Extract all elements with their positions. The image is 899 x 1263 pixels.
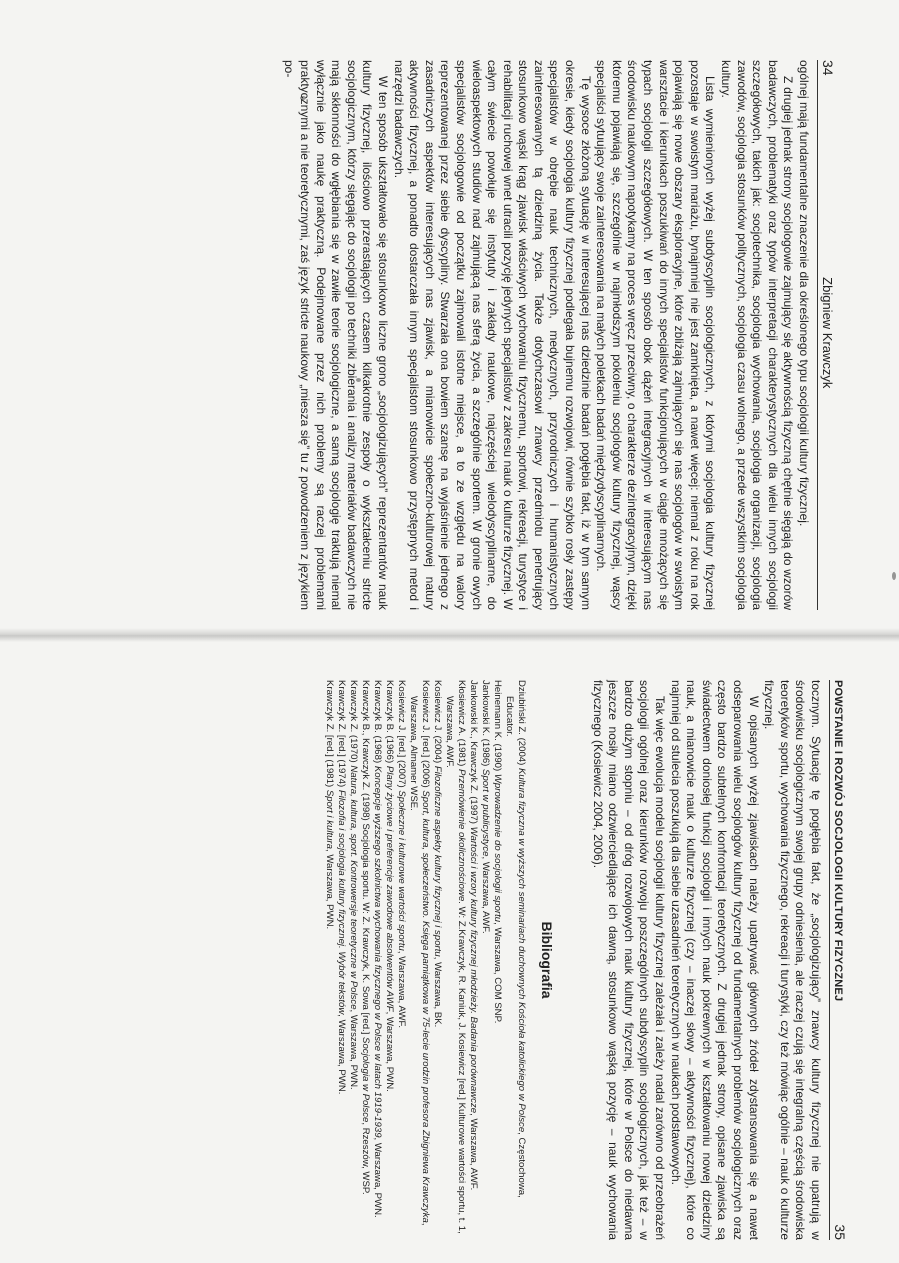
page-header: [829, 680, 848, 1240]
paragraph: Tę wysoce złożoną sytuację w interesującej nas dziedzinie badań pogłębia fakt, iż w tym samym okresie, kiedy socjologia kultury fizycznej podlegała bujnemu rozwojowi, równie szybko rosły zastępy specjalistów w obrębie nauk technicznych, medycznych, przyrodniczych i humanistycznych zainteresowanych tą dziedziną życia. Także dotychczasowi znawcy przedmiotu penetrujący stosunkowo wąski krąg zjawisk właściwych wychowaniu fizycznemu, sportowi, rekreacji, turystyce i rehabilitacji ruchowej wnet utracili pozycję jedynych specjalistów z zakresu nauk o kulturze fizycznej. W całym świecie powołuje się instytuty i zakłady naukowe, najczęściej wielodyscyplinarne, do wieloaspektowych studiów nad zajmującą nas sferą życia, a szczególnie sportem. W gronie owych specjalistów socjologowie od początku zajmowali istotne miejsce, a to ze względu na walory reprezentowanej przez siebie dyscypliny. Stwarzała ona bowiem szansę na wyjaśnienie jednego z zasadniczych aspektów interesujących nas zjawisk, a mianowicie społeczno-kulturowej natury aktywności fizycznej, a ponadto dostarczała innym specjalistom stosunkowo przystępnych metod i narzędzi badawczych.: [391, 60, 593, 610]
bibliography-entry: [431, 680, 443, 1240]
bibliography-entry-lead: Kłosiewicz A. (1981): [456, 680, 468, 770]
bibliography-entry-lead: Jankowski K. (1986): [480, 680, 492, 770]
bibliography-entry: [395, 680, 407, 1240]
bibliography-entry-title: Sport, kultura, społeczeństwo. Księga pamiątkowa w 75-lecie urodzin profesora Zbigniewa Krawczyka: [420, 790, 432, 1223]
bibliography-entry-title: Socjologia w Polsce: [360, 1037, 372, 1123]
bibliography-entry-lead: Krawczyk B. (1968): [372, 680, 384, 766]
bibliography-entry-rest: , Warszawa, Almamer WSE.: [408, 696, 432, 1226]
paragraph: W ten sposób ukształtowało się stosunkowo liczne grono „socjologizujących” reprezentantów nauk kultury fizycznej, ilościowo przerastających czasem kilkakrotnie zespoły o wykształceniu stricte socjologicznym, którzy sięgając do socjologii po techniki zbierania i analizy materiałów badawczych nie mają skłonności do wgłębiania się w zawiłe teorie socjologiczne, a samą socjologię traktują niemal wyłącznie jako naukę praktyczną. Podejmowane przez nich problemy są raczej problemami praktycznymi a nie teoretycznymi, zaś język stricte naukowy „miesza się” tu z powodzeniem z językiem po-: [282, 60, 390, 610]
page-34: [116, 60, 836, 610]
bibliography-entry-title: Wprowadzenie do socjologii sportu: [492, 773, 504, 923]
bibliography-entry-lead: Krawczyk Z. [red.] (1981): [324, 680, 336, 790]
bibliography-entry-rest: , Warszawa, AWF.: [396, 950, 408, 1029]
bibliography-entry-title: Koncepcje wyższego szkolnictwa wychowania fizycznego w Polsce w latach 1919-1939: [372, 765, 384, 1138]
page-35: [58, 680, 848, 1240]
bibliography-entry: [359, 680, 371, 1240]
bibliography-entry: [479, 680, 491, 1240]
bibliography-entry: [323, 680, 335, 1240]
bibliography-entry-lead: Krawczyk B., Krawczyk Z. (1998) Socjologia sportu. W: Z. Krawczyk, K. Sowa [red.]: [360, 680, 372, 1038]
bibliography-entry: [383, 680, 395, 1240]
paragraph: W opisanych wyżej zjawiskach należy upatrywać głównych źródeł zdystansowania się a nawet odseparowania wielu socjologów kultury fizycznej od fundamentalnych problemów socjologicznych oraz często bardzo subtelnych konfrontacji teoretycznych. Z drugiej jednak strony, opisane zjawiska są świadectwem doniosłej funkcji socjologii i innych nauk pokrewnych w kształtowaniu nowej dziedziny nauk, a mianowicie nauk o kulturze fizycznej (czy – inaczej słowy – aktywności fizycznej), które co najmniej od stulecia poszukują dla siebie uzasadnień teoretycznych w naukach podstawowych.: [668, 680, 761, 1240]
page-header: [817, 60, 836, 610]
paragraph: ogólnej mają fundamentalne znaczenie dla określonego typu socjologii kultury fizycznej.: [797, 60, 811, 527]
bibliography-entry-rest: . W: Z.Krawczyk, R. Kaniuk, J. Kosiewicz [red.] Kulturowe wartości sportu, t. 1, Warszawa, AWF.: [444, 696, 468, 1234]
paragraph: tocznym. Sytuację tę pogłębia fakt, że „socjologizujący” znawcy kultury fizycznej nie upatrują w środowisku socjologicznym swojej grupy odniesienia, ale raczej czują się integralną częścią środowiska teoretyków sportu, wychowania fizycznego, rekreacji i turystyki, czy też mówiąc ogólnie – nauk o kulturze fizycznej.: [762, 680, 823, 1240]
bibliography-entry-rest: , Warszawa, COM SNP.: [492, 922, 504, 1024]
bibliography-entry-title: Wartości i wzory kultury fizycznej młodzieży. Badania porównawcze: [468, 826, 480, 1114]
bibliography-entry-title: Filozoficzne aspekty kultury fizycznej i sportu: [432, 765, 444, 957]
bibliography-entry-rest: , Warszawa, PWN.: [324, 849, 336, 930]
bibliography-entry-rest: , Warszawa, PWN.: [348, 1009, 360, 1090]
bibliography-entry-lead: Heinemann K. (1990): [492, 680, 504, 774]
bibliography-entry: [443, 680, 467, 1240]
bibliography-entry-title: Plany życiowe i preferencje zawodowe absolwentów AWF: [384, 765, 396, 1012]
paragraph: Z drugiej jednak strony socjologowie zajmujący się aktywnością fizyczną chętnie sięgają do wzorów badawczych, problematyki oraz typów interpretacji charakterystycznych dla wielu innych socjologii szczegółowych, takich jak: socjotechnika, socjologia wychowania, socjologia organizacji, socjologia zawodów, socjologia stosunków politycznych, socjologia czasu wolnego, a przede wszystkim socjologia kultury.: [719, 60, 796, 610]
bibliography-entry-title: Przemówienie okolicznościowe: [456, 769, 468, 902]
bibliography-entry-rest: , Rzeszów, WSP.: [360, 1122, 372, 1195]
bibliography-entry-rest: , Warszawa, AWF.: [468, 1113, 480, 1191]
bibliography-entry-title: Natura, kultura, sport. Kontrowersje teoretyczne w Polsce: [348, 765, 360, 1010]
book-spine-shadow: [0, 628, 899, 642]
bibliography-entry-lead: Kosiewicz J. [red.] (2007): [396, 680, 408, 791]
bibliography-entry-rest: , Warszawa, BK.: [432, 956, 444, 1028]
bibliography-entry-lead: Dziubiński Z. (2004): [516, 680, 528, 768]
bibliography-entry-title: Filozofia i socjologia kultury fizycznej. Wybór tekstów: [336, 789, 348, 1015]
bibliography-entry-title: Społeczne i kulturowe wartości sportu: [396, 790, 408, 951]
bibliography-entry-title: Sport i kultura: [324, 789, 336, 850]
running-head-author: Zbigniew Krawczyk: [820, 277, 835, 389]
bibliography-entry: [503, 680, 527, 1240]
bibliography-entry-rest: , Warszawa, PWN.: [384, 1011, 396, 1092]
paragraph: Lista wymienionych wyżej subdyscyplin socjologicznych, z którymi socjologia kultury fizycznej pozostaje w swoistym mariażu, bynajmniej nie jest zamknięta, a nawet więcej: niemal z roku na rok pojawiają się nowe obszary eksploracyjne, które zbliżają zajmujących się nas socjologów w swoistym warsztacie i kierunkach poszukiwań do innych specjalistów funkcjonujących w ciągle mnożących się typach socjologii szczegółowych. W ten sposób obok dążeń integracyjnych w interesującym nas środowisku naukowym napotykamy na proces wręcz przeciwny, o charakterze dezintegracyjnym, dzięki któremu pojawiają się, szczególnie w najmłodszym pokoleniu socjologów kultury fizycznej, wąscy specjaliści sytuujący swoje zainteresowania na małych poletkach badań międzydyscyplinarnych.: [594, 60, 718, 610]
bibliography-entry-rest: , Warszawa, PWN.: [336, 1014, 348, 1095]
bibliography-entry-rest: , Warszawa, PWN.: [372, 1137, 384, 1218]
bibliography-entry: [335, 680, 347, 1240]
bibliography-list: [323, 680, 527, 1240]
bibliography-entry-lead: Jankowski K., Krawczyk Z. (1997): [468, 680, 480, 827]
running-title: POWSTANIE I ROZWÓJ SOCJOLOGII KULTURY FIZYCZNEJ: [832, 680, 844, 1002]
bibliography-entry-lead: Kosiewicz J. (2004): [432, 680, 444, 766]
bibliography-entry-title: Sport w publicystyce: [480, 769, 492, 857]
bibliography-heading: Bibliografia: [539, 921, 556, 999]
page-number: 35: [832, 1224, 848, 1240]
bibliography-entry-lead: Kosiewicz J. [red.] (2006): [420, 680, 432, 791]
bibliography-entry: [491, 680, 503, 1240]
bibliography-entry-lead: Krawczyk Z. [red.] (1974): [336, 680, 348, 790]
bibliography-entry-lead: Krawczyk B. (1966): [384, 680, 396, 766]
bibliography-entry: [467, 680, 479, 1240]
bibliography-entry-rest: , Częstochowa, Educator.: [504, 696, 528, 1198]
bibliography-entry-title: Kultura fizyczna w wyższych seminariach duchownych Kościoła katolickiego w Polsce: [516, 767, 528, 1133]
bibliography-entry-rest: , Warszawa, AWF.: [480, 856, 492, 934]
scan-speck: [892, 572, 896, 580]
bibliography-entry-lead: Krawczyk Z. (1970): [348, 680, 360, 766]
page-number: 34: [820, 60, 836, 76]
paragraph: Tak więc ewolucja modelu socjologii kultury fizycznej zależała i zależy nadal zarówno od przeobrażeń socjologii ogólnej oraz kierunków rozwoju poszczególnych subdyscyplin socjologicznych, jak też – w bardzo dużym stopniu – od dróg rozwojowych nauk kultury fizycznej, które w Polsce do niedawna jeszcze nosiły miano odzwierciedlające ich dawną, stosunkowo wąską pozycję – nauk wychowania fizycznego (Kosiewicz 2004, 2006).: [590, 680, 668, 1240]
bibliography-entry: [347, 680, 359, 1240]
bibliography-entry: [371, 680, 383, 1240]
bibliography-entry: [407, 680, 431, 1240]
